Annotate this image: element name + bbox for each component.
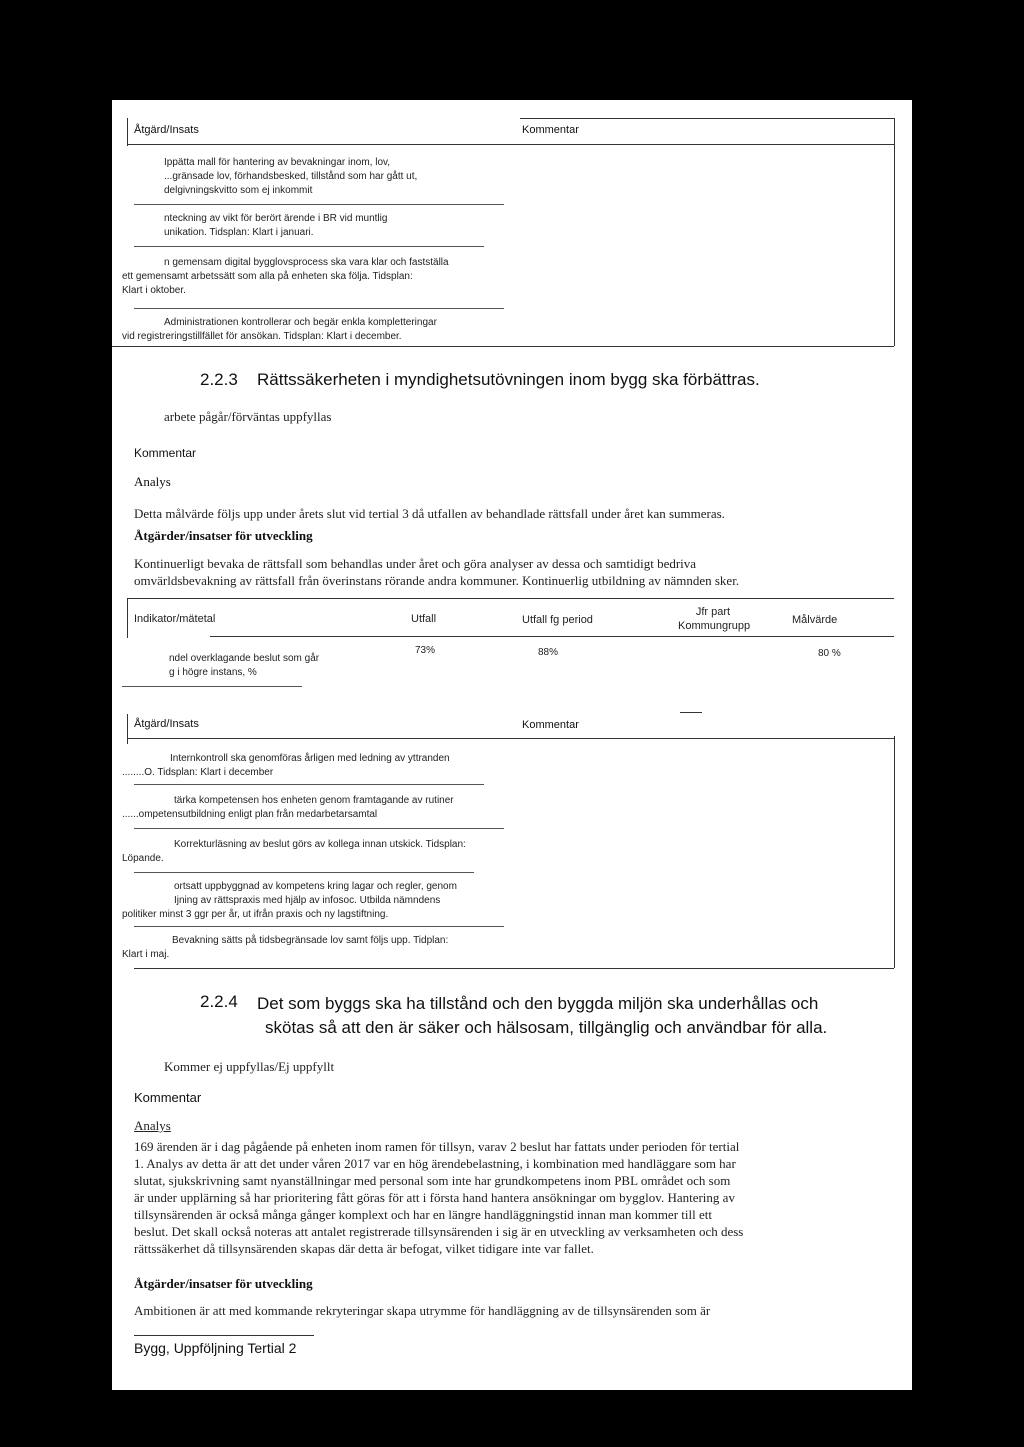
analys-heading: Analys bbox=[134, 1118, 171, 1133]
row-rule bbox=[134, 828, 504, 829]
atgarder-heading: Åtgärder/insatser för utveckling bbox=[134, 528, 313, 543]
goal-status: Kommer ej uppfyllas/Ej uppfyllt bbox=[164, 1059, 335, 1074]
row-rule bbox=[134, 926, 504, 927]
table-bottom-rule bbox=[134, 968, 894, 969]
row-rule bbox=[134, 246, 484, 247]
table-border bbox=[894, 736, 895, 968]
table-row: ortsatt uppbyggnad av kompetens kring lagar och regler, genom Ijning av rättspraxis med hjälp av infosoc. Utbilda nämndens politiker minst 3 ggr per år, ut ifrån praxis och ny lagstiftning. bbox=[122, 881, 457, 920]
section-number: 2.2.3 bbox=[200, 370, 238, 389]
footer-rule bbox=[134, 1335, 314, 1336]
table-row: Administrationen kontrollerar och begär enkla kompletteringar vid registreringstillfället för ansökan. Tidsplan: Klart i december. bbox=[122, 317, 437, 342]
column-header-jfr: Jfr part Kommungrupp bbox=[678, 606, 751, 632]
indicator-bottom-rule bbox=[122, 686, 302, 687]
table-border bbox=[894, 118, 895, 346]
row-rule bbox=[134, 784, 484, 785]
table-top-rule bbox=[520, 118, 894, 119]
table-row: Bevakning sätts på tidsbegränsade lov samt följs upp. Tidplan: Klart i maj. bbox=[122, 935, 449, 960]
row-rule bbox=[134, 308, 504, 309]
indicator-utfall: 73% bbox=[415, 645, 436, 656]
indicator-row-label: ndel overklagande beslut som går g i högre instans, % bbox=[169, 653, 320, 678]
table-border bbox=[127, 714, 128, 744]
analys-text: Detta målvärde följs upp under årets slut vid tertial 3 då utfallen av behandlade rättsfall under året kan summeras. bbox=[134, 506, 725, 521]
atgarder-text: Kontinuerligt bevaka de rättsfall som behandlas under året och göra analyser av dessa och samtidigt bedriva omvärldsbevakning av rättsfall från överinstans rörande andra kommuner. Kontinuerlig utbildning av nämnden sker. bbox=[134, 556, 740, 588]
table-border bbox=[127, 118, 128, 146]
kommentar-label: Kommentar bbox=[134, 446, 197, 460]
section-title: Rättssäkerheten i myndighetsutövningen inom bygg ska förbättras. bbox=[257, 370, 760, 389]
table-row: Korrekturläsning av beslut görs av kollega innan utskick. Tidsplan: Löpande. bbox=[122, 839, 466, 864]
indicator-table-top bbox=[127, 598, 894, 599]
table-row: n gemensam digital bygglovsprocess ska vara klar och fastställa ett gemensamt arbetssätt som alla på enheten ska följa. Tidsplan: Klart i oktober. bbox=[122, 257, 449, 296]
row-rule bbox=[134, 204, 504, 205]
column-header-atgard: Åtgärd/Insats bbox=[134, 718, 199, 730]
atgarder-text: Ambitionen är att med kommande rekryteringar skapa utrymme för handläggning av de tillsynsärenden som är bbox=[134, 1303, 711, 1318]
column-header-kommentar: Kommentar bbox=[522, 719, 579, 731]
table-row: tärka kompetensen hos enheten genom framtagande av rutiner ......ompetensutbildning enligt plan från medarbetarsamtal bbox=[122, 795, 454, 820]
analys-heading: Analys bbox=[134, 474, 171, 489]
table-top-rule bbox=[680, 712, 702, 713]
column-header-malvarde: Målvärde bbox=[792, 614, 838, 626]
table-row: Internkontroll ska genomföras årligen med ledning av yttranden ........O. Tidsplan: Klart i december bbox=[122, 753, 450, 778]
indicator-header-rule bbox=[210, 636, 894, 637]
column-header-utfall: Utfall bbox=[411, 613, 437, 625]
table-row: nteckning av vikt för berört ärende i BR vid muntlig unikation. Tidsplan: Klart i januari. bbox=[164, 213, 388, 238]
table-bottom-rule bbox=[112, 346, 894, 347]
header-rule bbox=[127, 738, 894, 739]
analys-text: 169 ärenden är i dag pågående på enheten inom ramen för tillsyn, varav 2 beslut har fattats under perioden för tertial 1. Analys av detta är att det under våren 2017 var en hög ärendebelastning, i kombination med handläggare som har slutat, sjukskrivning samt nyanställningar med personal som inte har grundkompetens inom PBL området och som är under upplärning så har prioritering fått göras för att i första hand hantera ansökningar om bygglov. Hantering av tillsynsärenden är också många gånger komplext och har en längre handläggningstid innan man kommer till ett beslut. Det skall också noteras att antalet registrerade tillsynsärenden i sig är en utveckling av verksamheten och dess rättssäkerhet då tillsynsärenden skapas där detta är befogat, vilket tidigare inte var fallet. bbox=[134, 1139, 744, 1256]
indicator-malvarde: 80 % bbox=[818, 648, 841, 659]
table-border bbox=[127, 598, 128, 638]
column-header-kommentar: Kommentar bbox=[522, 124, 579, 136]
goal-status: arbete pågår/förväntas uppfyllas bbox=[164, 409, 332, 424]
header-rule bbox=[127, 144, 894, 145]
table-row: Ippätta mall för hantering av bevakningar inom, lov, ...gränsade lov, förhandsbesked, tillstånd som har gått ut, delgivningskvitto som ej inkommit bbox=[164, 157, 418, 196]
atgarder-heading: Åtgärder/insatser för utveckling bbox=[134, 1276, 313, 1291]
section-title: Det som byggs ska ha tillstånd och den byggda miljön ska underhållas och skötas så att den är säker och hälsosam, tillgänglig och användbar för alla. bbox=[257, 994, 828, 1037]
indicator-utfall-fg: 88% bbox=[538, 647, 559, 658]
column-header-utfall-fg: Utfall fg period bbox=[522, 614, 593, 626]
kommentar-label: Kommentar bbox=[134, 1090, 202, 1105]
page-footer: Bygg, Uppföljning Tertial 2 bbox=[134, 1340, 297, 1356]
row-rule bbox=[134, 872, 474, 873]
section-number: 2.2.4 bbox=[200, 992, 238, 1011]
column-header-atgard: Åtgärd/Insats bbox=[134, 124, 199, 136]
document-page bbox=[112, 100, 912, 1390]
column-header-indikator: Indikator/mätetal bbox=[134, 613, 216, 625]
